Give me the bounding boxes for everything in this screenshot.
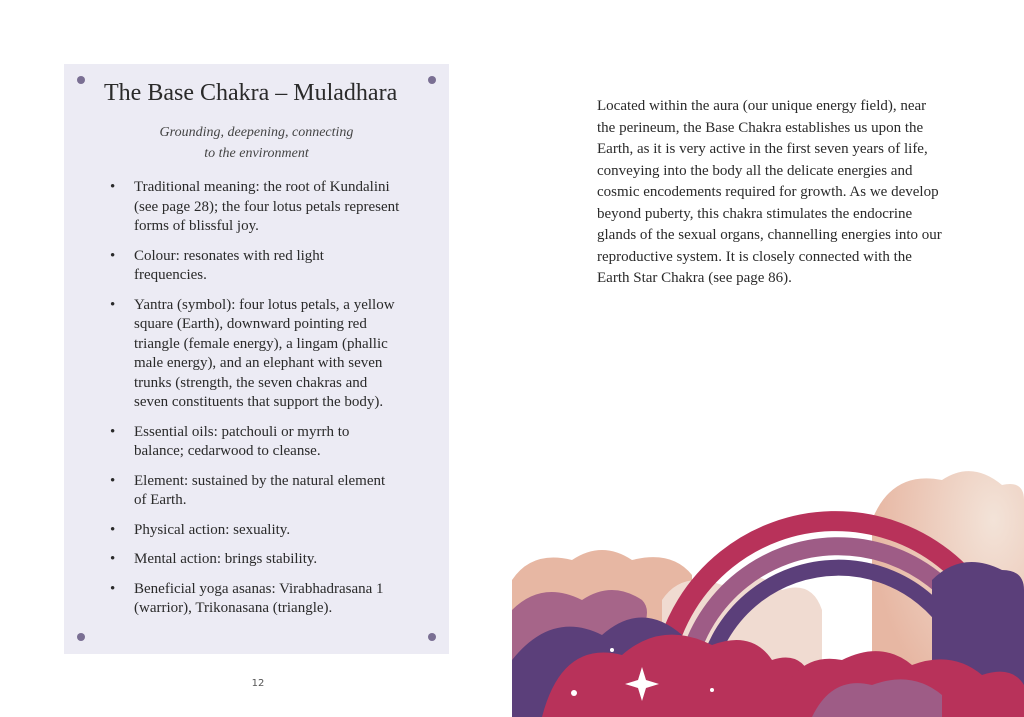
corner-dot (428, 633, 436, 641)
bullet-mark: • (110, 521, 116, 538)
subtitle (64, 122, 449, 164)
list-item-text: Element: sustained by the natural element of Earth. (134, 472, 386, 508)
body-paragraph: Located within the aura (our unique energy field), near the perineum, the Base Chakra establishes us upon the Earth, as it is very active in the first seven years of life, conveying into the body all the delicate energies and cosmic encodements required for growth. As we develop beyond puberty, this chakra stimulates the endocrine glands of the sexual organs, channelling energies into our reproductive system. It is closely connected with the Earth Star Chakra (see page 86). (597, 98, 942, 286)
list-item-text: Mental action: brings stability. (134, 551, 318, 567)
bullet-mark: • (110, 423, 116, 440)
page-title: The Base Chakra – Muladhara (104, 80, 398, 106)
chakra-info-panel (64, 64, 449, 654)
corner-dot (77, 76, 85, 84)
list-item (110, 423, 400, 462)
star-dot (571, 690, 577, 696)
subtitle-line: Grounding, deepening, connecting (159, 125, 354, 140)
list-item-text: Physical action: sexuality. (134, 521, 291, 538)
list-item-text: Beneficial yoga asanas: Virabhadrasana 1 (warrior), Trikonasana (triangle). (134, 580, 384, 616)
list-item (110, 472, 400, 511)
bullet-mark: • (110, 179, 116, 195)
star-dot (610, 648, 614, 652)
list-item-text: Traditional meaning: the root of Kundalini (see page 28); the four lotus petals represent forms of blissful joy. (134, 179, 400, 234)
bullet-mark: • (110, 551, 116, 567)
list-item (110, 247, 400, 286)
page-number: 12 (251, 678, 265, 689)
bullet-mark: • (110, 296, 116, 313)
star-dot (710, 688, 714, 692)
list-item-text: Yantra (symbol): four lotus petals, a yellow square (Earth), downward pointing red triangle (female energy), a lingam (phallic male energy), and an elephant with seven trunks (strength, the seven chakras and seven constituents that support the body). (134, 296, 395, 410)
rainbow-clouds-illustration (512, 460, 1024, 717)
list-item (110, 521, 400, 541)
list-item-text: Essential oils: patchouli or myrrh to balance; cedarwood to cleanse. (134, 423, 350, 459)
corner-dot (77, 633, 85, 641)
subtitle-line: to the environment (204, 146, 309, 161)
corner-dot (428, 76, 436, 84)
list-item (110, 296, 400, 413)
attributes-list (110, 178, 400, 629)
bullet-mark: • (110, 472, 116, 489)
bullet-mark: • (110, 580, 116, 597)
list-item (110, 580, 400, 619)
list-item (110, 550, 400, 570)
list-item (110, 178, 400, 237)
bullet-mark: • (110, 247, 116, 264)
list-item-text: Colour: resonates with red light frequencies. (134, 247, 324, 283)
